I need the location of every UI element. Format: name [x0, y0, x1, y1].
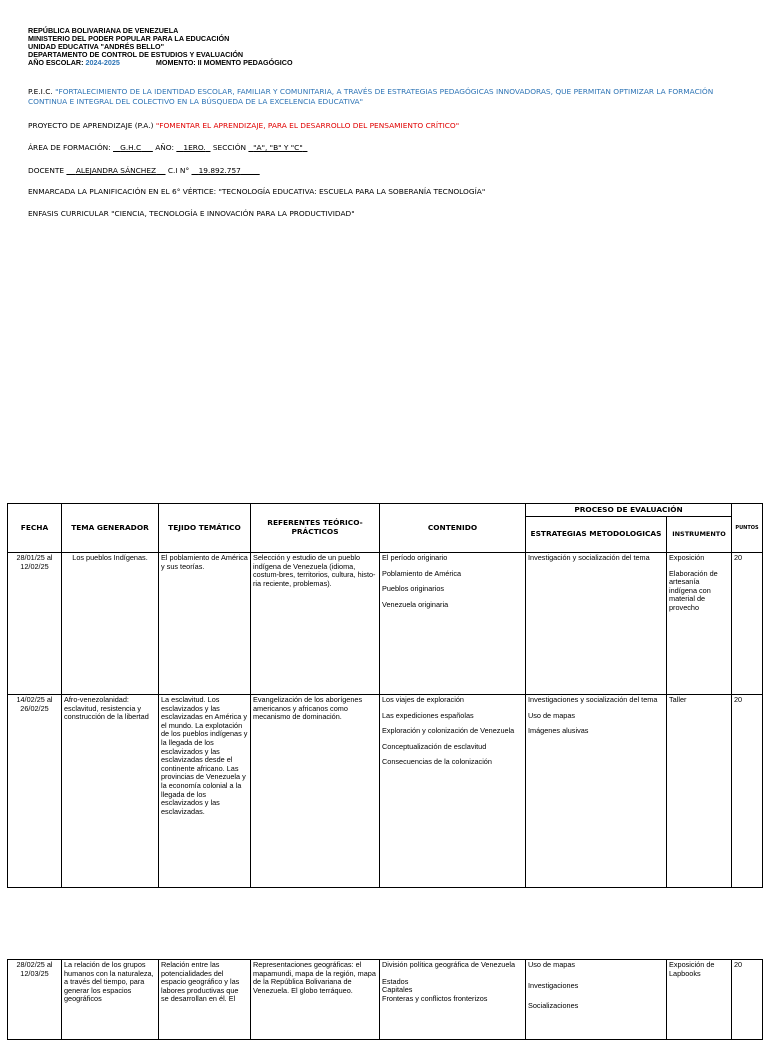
header-school-year-row — [28, 59, 293, 67]
col-header-tema: TEMA GENERADOR — [62, 504, 159, 553]
cell-contenido: Los viajes de exploración Las expediciones españolas Exploración y colonización de Venezuela Conceptualización de esclavitud Consecuencias de la colonización — [380, 695, 526, 888]
cell-tema: La relación de los grupos humanos con la naturaleza, a través del tiempo, para generar los espacios geográficos — [62, 960, 159, 1040]
table-row — [8, 695, 763, 888]
cell-instrumento: Exposición de Lapbooks — [667, 960, 732, 1040]
col-header-referentes: REFERENTES TEÓRICO-PRÁCTICOS — [251, 504, 380, 553]
col-header-proceso: PROCESO DE EVALUACIÓN — [526, 504, 732, 517]
framework-line: ENMARCADA LA PLANIFICACIÓN EN EL 6° VÉRTICE: "TECNOLOGÍA EDUCATIVA: ESCUELA PARA LA SOBERANÍA TECNOLOGÍA" — [28, 187, 486, 196]
col-header-instrumento: INSTRUMENTO — [667, 517, 732, 553]
col-header-puntos: PUNTOS — [732, 504, 763, 553]
cell-puntos: 20 — [732, 695, 763, 888]
cell-tejido: El poblamiento de América y sus teorías. — [159, 553, 251, 695]
cell-tema: Los pueblos Indígenas. — [62, 553, 159, 695]
header-line-ministry: MINISTERIO DEL PODER POPULAR PARA LA EDUCACIÓN — [28, 34, 230, 43]
cell-referentes: Selección y estudio de un pueblo indígena de Venezuela (idioma, costum-bres, territorios, cultura, histo-ria reciente, problemas). — [251, 553, 380, 695]
area-row — [28, 143, 307, 153]
cell-fecha: 28/01/25 al 12/02/25 — [8, 553, 62, 695]
peic-text: "FORTALECIMIENTO DE LA IDENTIDAD ESCOLAR, FAMILIAR Y COMUNITARIA, A TRAVÉS DE ESTRATEGIAS PEDAGÓGICAS INNOVADORAS, QUE PERMITAN OPTIMIZAR LA FORMACIÓN CONTINUA E INTEGRAL DEL COLECTIVO EN LA BÚSQUEDA DE LA EXCELENCIA EDUCATIVA" — [28, 87, 714, 106]
emphasis-line: ENFASIS CURRICULAR "CIENCIA, TECNOLOGÍA E INNOVACIÓN PARA LA PRODUCTIVIDAD" — [28, 209, 355, 218]
cell-tema: Afro-venezolanidad: esclavitud, resistencia y construcción de la libertad — [62, 695, 159, 888]
teacher-name: ALEJANDRA SÁNCHEZ — [75, 166, 157, 175]
year-label: AÑO: — [155, 143, 174, 152]
cell-estrategias: Investigación y socialización del tema — [526, 553, 667, 695]
cell-contenido: El período originario Poblamiento de América Pueblos originarios Venezuela originaria — [380, 553, 526, 695]
area-value: G.H.C — [120, 143, 142, 152]
col-header-fecha: FECHA — [8, 504, 62, 553]
cell-instrumento: Exposición Elaboración de artesanía indígena con material de provecho — [667, 553, 732, 695]
area-label: ÁREA DE FORMACIÓN: — [28, 143, 111, 152]
year-value: 1ERO. — [183, 143, 206, 152]
ci-value: 19.892.757 — [198, 166, 241, 175]
teacher-row — [28, 166, 260, 176]
table-row — [8, 553, 763, 695]
cell-fecha: 14/02/25 al 26/02/25 — [8, 695, 62, 888]
col-header-tejido: TEJIDO TEMÁTICO — [159, 504, 251, 553]
table-row — [8, 960, 763, 1040]
institution-header — [28, 27, 293, 67]
cell-referentes: Representaciones geográficas: el mapamundi, mapa de la región, mapa de la República Bolivariana de Venezuela. El globo terráqueo. — [251, 960, 380, 1040]
ci-label: C.I N° — [167, 166, 190, 175]
school-year-label: AÑO ESCOLAR: — [28, 58, 84, 67]
header-line-school: UNIDAD EDUCATIVA "ANDRÉS BELLO" — [28, 42, 165, 51]
col-header-estrategias: ESTRATEGIAS METODOLOGICAS — [526, 517, 667, 553]
peic-label: P.E.I.C. — [28, 87, 53, 96]
cell-instrumento: Taller — [667, 695, 732, 888]
project-statement — [28, 121, 459, 131]
teacher-label: DOCENTE — [28, 166, 65, 175]
col-header-contenido: CONTENIDO — [380, 504, 526, 553]
section-value: "A", "B" Y "C" — [253, 143, 303, 152]
cell-puntos: 20 — [732, 960, 763, 1040]
cell-contenido: División política geográfica de Venezuela Estados Capitales Fronteras y conflictos fronterizos — [380, 960, 526, 1040]
cell-estrategias: Investigaciones y socialización del tema Uso de mapas Imágenes alusivas — [526, 695, 667, 888]
header-line-department: DEPARTAMENTO DE CONTROL DE ESTUDIOS Y EVALUACIÓN — [28, 50, 244, 59]
project-text: "FOMENTAR EL APRENDIZAJE, PARA EL DESARROLLO DEL PENSAMIENTO CRÍTICO" — [155, 121, 460, 130]
planning-table-continued — [7, 959, 763, 1040]
header-line-republic: REPÚBLICA BOLIVARIANA DE VENEZUELA — [28, 26, 179, 35]
section-label: SECCIÓN — [212, 143, 247, 152]
school-year-value: 2024-2025 — [85, 58, 120, 67]
cell-fecha: 28/02/25 al 12/03/25 — [8, 960, 62, 1040]
cell-referentes: Evangelización de los aborígenes americanos y africanos como mecanismo de dominación. — [251, 695, 380, 888]
cell-estrategias: Uso de mapas Investigaciones Socializaciones — [526, 960, 667, 1040]
planning-table — [7, 503, 763, 888]
peic-statement — [28, 87, 718, 107]
cell-puntos: 20 — [732, 553, 763, 695]
cell-tejido: La esclavitud. Los esclavizados y las esclavizadas en América y el mundo. La explotación de los pueblos indígenas y la llegada de los esclavizados y las esclavizadas desde el continente africano. Las provincias de Venezuela y la economía colonial a la llegada de los esclavizados y las esclavizadas. — [159, 695, 251, 888]
project-label: PROYECTO DE APRENDIZAJE (P.A.) — [28, 121, 154, 130]
moment-label: MOMENTO: II MOMENTO PEDAGÓGICO — [155, 58, 293, 67]
cell-tejido: Relación entre las potencialidades del espacio geográfico y las labores productivas que se desarrollan en él. El — [159, 960, 251, 1040]
